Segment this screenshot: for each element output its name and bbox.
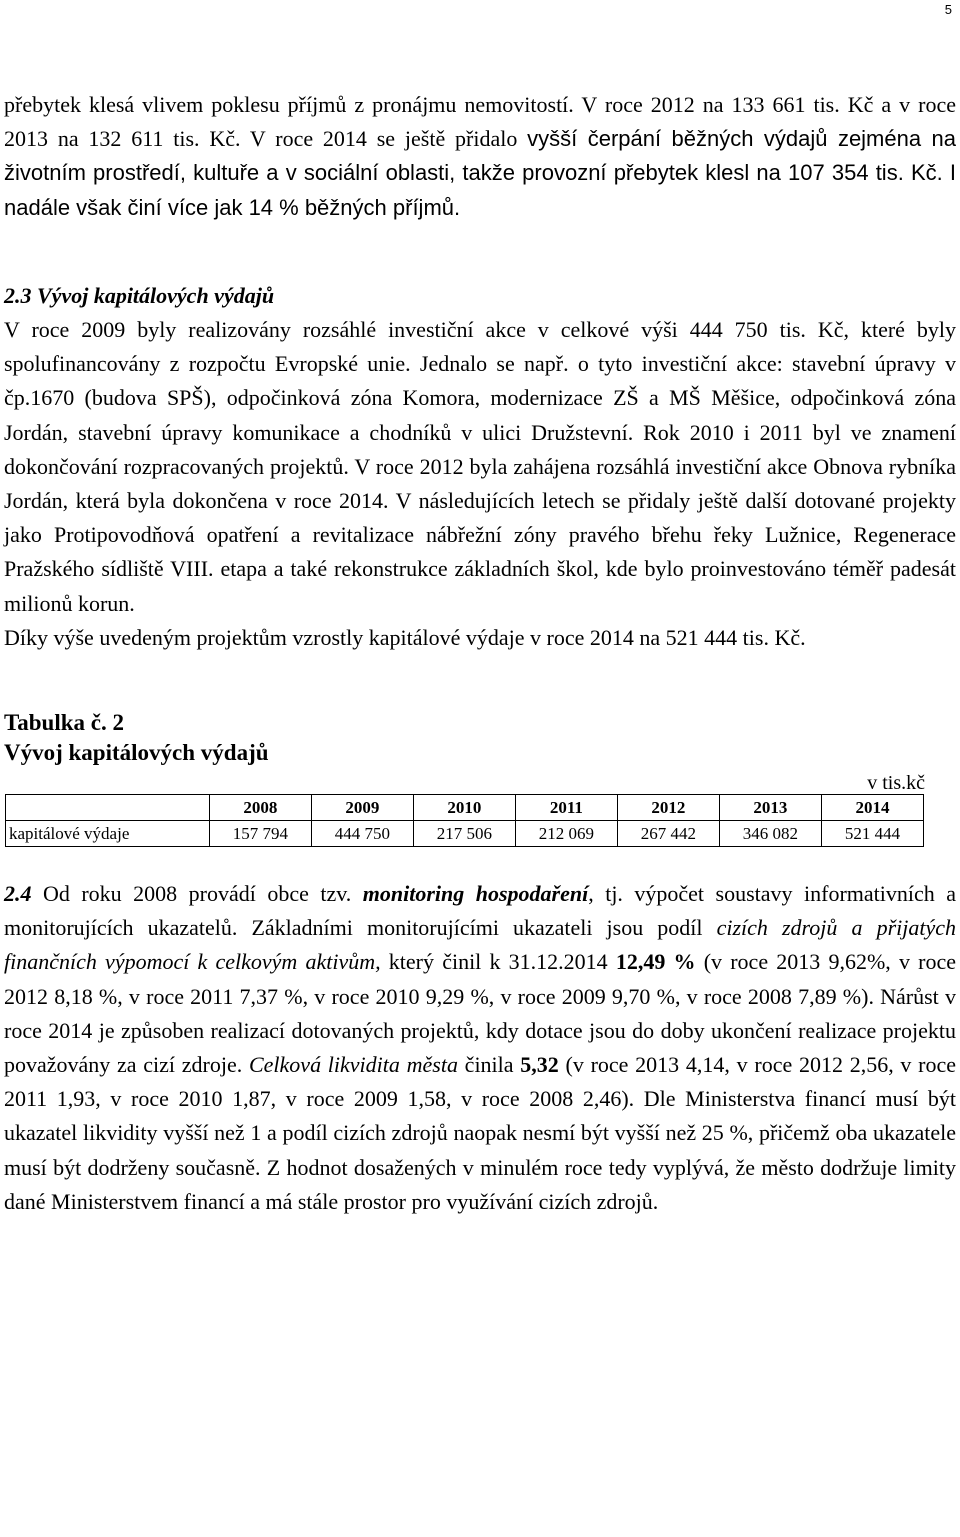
emphasis-foreign-sources: cizích zdrojů a přijatých finančních výpomocí k celkovým aktivům, — [4, 915, 956, 975]
table-number: Tabulka č. 2 — [4, 710, 124, 736]
header-cell-empty — [6, 795, 210, 821]
emphasis-monitoring: monitoring hospodaření — [362, 881, 589, 907]
page-number: 5 — [944, 2, 952, 17]
table-title: Vývoj kapitálových výdajů — [4, 740, 269, 766]
text-segment: (v roce 2013 4,14, v roce 2012 2,56, v roce 2011 1,93, v roce 2010 1,87, v roce 2009 1,58, v roce 2008 2,46). Dle Ministerstva financí musí být ukazatel likvidity vyšší než 1 a podíl cizích zdrojů naopak nesmí být vyšší než 25 %, přičemž oba ukazatele musí být dodrženy současně. Z hodnot dosažených v minulém roce tedy vyplývá, že město dodržuje limity dané Ministerstvem financí a má stále prostor pro využívání cizích zdrojů. — [4, 1052, 957, 1214]
section-2-3-text: V roce 2009 byly realizovány rozsáhlé investiční akce v celkové výši 444 750 tis. Kč, které byly spolufinancovány z rozpočtu Evropské unie. Jednalo se např. o tyto investiční akce: stavební úpravy v čp.1670 (budova SPŠ), odpočinková zóna Komora, modernizace ZŠ a MŠ Měšice, odpočinková zóna Jordán, stavební úpravy komunikace a chodníků v ulici Družstevní. Rok 2010 i 2011 byl ve znamení dokončování rozpracovaných projektů. V roce 2012 byla zahájena rozsáhlá investiční akce Obnova rybníka Jordán, která byla dokončena v roce 2014. V následujících letech se přidaly ještě další dotované projekty jako Protipovodňová opatření a revitalizace nábřežní zóny pravého břehu řeky Lužnice, Regenerace Pražského sídliště VIII. etapa a také rekonstrukce základních škol, kde bylo proinvestováno téměř padesát milionů korun. — [4, 317, 956, 616]
value-cell-2011: 212 069 — [515, 821, 617, 847]
intro-text-sans: vyšší čerpání běžných výdajů zejména na životním prostředí, kultuře a v sociální oblasti, takže provozní přebytek klesl na 107 354 tis. Kč. I nadále však činí více jak 14 % běžných příjmů. — [4, 126, 956, 220]
document-body — [4, 88, 956, 1219]
section-2-3-paragraph — [4, 313, 956, 621]
value-cell-2010: 217 506 — [413, 821, 515, 847]
intro-text-serif: přebytek klesá vlivem poklesu příjmů z pronájmu nemovitostí. V roce 2012 na 133 661 tis. Kč a v roce 2013 na 132 611 tis. Kč. V roce 2014 se ještě přidalo — [4, 92, 956, 152]
table-caption — [4, 708, 956, 768]
emphasis-liquidity-value: 5,32 — [520, 1052, 559, 1078]
emphasis-ratio: 12,49 % — [615, 949, 696, 975]
emphasis-liquidity: Celková likvidita města — [248, 1052, 458, 1078]
section-heading: 2.3 Vývoj kapitálových výdajů — [4, 282, 275, 308]
value-cell-2014: 521 444 — [821, 821, 923, 847]
header-cell-2013: 2013 — [719, 795, 821, 821]
header-cell-2011: 2011 — [515, 795, 617, 821]
header-cell-2010: 2010 — [413, 795, 515, 821]
value-cell-2008: 157 794 — [209, 821, 311, 847]
table-unit: v tis.kč — [867, 772, 925, 795]
text-segment: který činil k 31.12.2014 — [380, 949, 616, 975]
value-cell-2013: 346 082 — [719, 821, 821, 847]
table-header-row — [6, 795, 924, 821]
section-2-3-text-2: Díky výše uvedeným projektům vzrostly kapitálové výdaje v roce 2014 na 521 444 tis. Kč. — [4, 624, 806, 650]
value-cell-2009: 444 750 — [311, 821, 413, 847]
section-2-3-paragraph-2 — [4, 621, 956, 655]
table-row — [6, 821, 924, 847]
text-segment: , tj. výpočet soustavy informativních a monitorujících ukazatelů. Základními monitorujícími ukazateli jsou podíl — [4, 881, 957, 941]
value-cell-2012: 267 442 — [617, 821, 719, 847]
section-number: 2.4 — [4, 881, 32, 907]
row-label: kapitálové výdaje — [6, 821, 210, 847]
intro-paragraph — [4, 88, 956, 225]
header-cell-2008: 2008 — [209, 795, 311, 821]
text-segment: (v roce 2013 9,62%, v roce 2012 8,18 %, v roce 2011 7,37 %, v roce 2010 9,29 %, v roce 2009 9,70 %, v roce 2008 7,89 %). Nárůst v roce 2014 je způsoben realizací dotovaných projektů, kdy dotace jsou do doby ukončení realizace projektu považovány za cizí zdroje. — [4, 949, 956, 1078]
header-cell-2014: 2014 — [821, 795, 923, 821]
section-2-3-heading — [4, 279, 956, 313]
header-cell-2009: 2009 — [311, 795, 413, 821]
capital-expenditure-table — [5, 794, 924, 847]
header-cell-2012: 2012 — [617, 795, 719, 821]
text-segment: činila — [457, 1052, 521, 1078]
text-segment: Od roku 2008 provádí obce tzv. — [31, 881, 363, 907]
section-2-4-paragraph — [4, 877, 956, 1219]
